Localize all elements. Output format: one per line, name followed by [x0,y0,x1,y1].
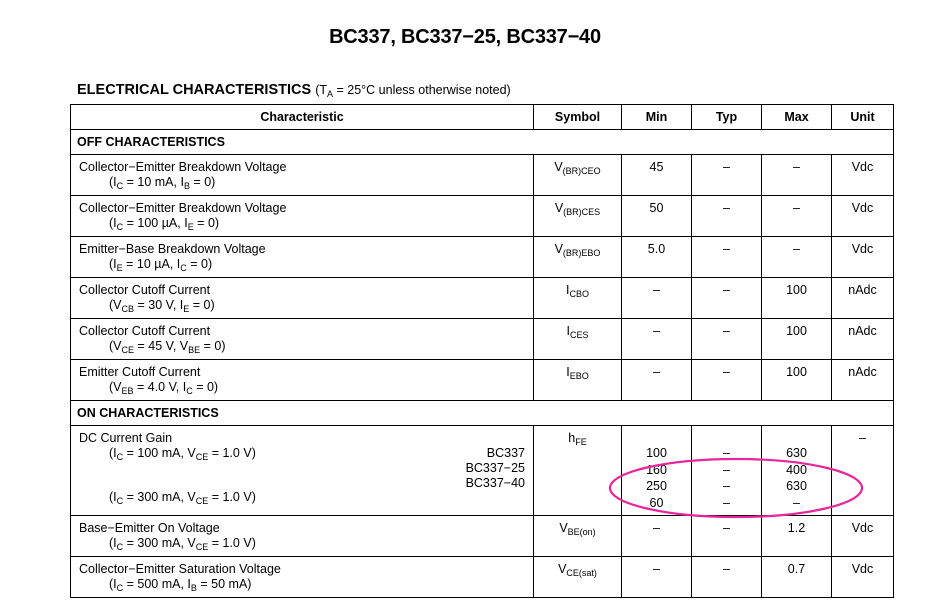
test-condition: ($I_C = 300$ mA, $V_{CE} = 1.0$ V) [109,536,256,552]
table-header-row [71,105,894,130]
dc-gain-max-value: 630 [786,479,807,493]
device-bc337-25: BC337−25 [465,461,525,475]
dc-gain-max-value: 630 [786,446,807,460]
table-row [71,155,894,196]
header-symbol: Symbol [534,105,622,130]
max-cell: 0.7 [762,557,832,598]
header-unit: Unit [832,105,894,130]
dc-gain-condition-1: ($I_C = 100$ mA, $V_{CE} = 1.0$ V) [109,446,256,462]
characteristic-name: Emitter−Base Breakdown Voltage [79,242,266,256]
header-typ: Typ [692,105,762,130]
symbol-cell: $V_{(BR)CES}$ [534,196,622,237]
typ-cell: – [692,557,762,598]
test-condition: ($V_{EB} = 4.0$ V, $I_C = 0$) [109,380,219,396]
min-cell: 45 [622,155,692,196]
device-list [466,446,525,491]
dc-gain-unit: – [832,426,894,516]
characteristic-name: Collector Cutoff Current [79,283,211,297]
unit-cell: Vdc [832,155,894,196]
dc-current-gain-row [71,426,894,516]
dc-gain-typ-value: – [723,495,730,510]
symbol-cell: $V_{CE(sat)}$ [534,557,622,598]
header-max: Max [762,105,832,130]
symbol-cell: $V_{BE(on)}$ [534,516,622,557]
device-bc337-40: BC337−40 [465,476,525,490]
characteristic-cell [71,360,534,401]
table-row [71,278,894,319]
characteristic-cell [71,516,534,557]
max-cell: 100 [762,278,832,319]
section-row-off [71,130,894,155]
unit-cell: Vdc [832,237,894,278]
max-cell: 100 [762,319,832,360]
section-heading-conditions: ($T_A = 25^\circ C$ unless otherwise noted) [315,83,511,99]
table-row [71,360,894,401]
characteristic-cell [71,557,534,598]
header-characteristic: Characteristic [71,105,534,130]
min-cell: 50 [622,196,692,237]
table-row [71,237,894,278]
symbol-cell: $I_{CES}$ [534,319,622,360]
dc-gain-max-value: – [793,495,800,510]
test-condition: ($I_C = 500$ mA, $I_B = 50$ mA) [109,577,252,593]
min-cell: – [622,516,692,557]
typ-cell: – [692,516,762,557]
symbol-cell: $V_{(BR)EBO}$ [534,237,622,278]
typ-cell: – [692,196,762,237]
header-min: Min [622,105,692,130]
characteristic-name: Collector−Emitter Breakdown Voltage [79,160,287,174]
test-condition: ($I_C = 100$ µA, $I_E = 0$) [109,216,220,232]
typ-cell: – [692,360,762,401]
unit-cell: Vdc [832,516,894,557]
characteristic-cell [71,155,534,196]
max-cell: – [762,155,832,196]
characteristic-cell [71,237,534,278]
characteristic-cell [71,278,534,319]
dc-gain-min-value: 60 [649,495,664,510]
table-row [71,516,894,557]
section-heading [77,82,511,98]
min-cell: – [622,557,692,598]
characteristic-name: Collector−Emitter Breakdown Voltage [79,201,287,215]
table-row [71,557,894,598]
min-cell: 5.0 [622,237,692,278]
electrical-characteristics-table [70,104,894,598]
dc-gain-min [622,426,692,516]
dc-gain-min-value: 100 [646,446,667,460]
dc-gain-max [762,426,832,516]
characteristic-cell [71,196,534,237]
dc-gain-name: DC Current Gain [79,431,173,445]
symbol-cell: $I_{CBO}$ [534,278,622,319]
dc-gain-min-value: 250 [646,479,667,493]
unit-cell: Vdc [832,557,894,598]
max-cell: 100 [762,360,832,401]
off-characteristics-label: OFF CHARACTERISTICS [71,130,894,155]
unit-cell: Vdc [832,196,894,237]
on-characteristics-label: ON CHARACTERISTICS [71,401,894,426]
min-cell: – [622,319,692,360]
dc-gain-symbol: $h_{FE}$ [534,426,622,516]
dc-gain-typ-value: – [723,479,730,493]
max-cell: 1.2 [762,516,832,557]
characteristic-name: Collector−Emitter Saturation Voltage [79,562,281,576]
section-row-on [71,401,894,426]
unit-cell: nAdc [832,319,894,360]
typ-cell: – [692,155,762,196]
max-cell: – [762,196,832,237]
device-bc337: BC337 [486,446,525,460]
dc-gain-max-value: 400 [786,462,807,477]
symbol-cell: $V_{(BR)CEO}$ [534,155,622,196]
unit-cell: nAdc [832,278,894,319]
characteristic-cell [71,319,534,360]
dc-gain-typ-value: – [723,446,730,460]
symbol-cell: $I_{EBO}$ [534,360,622,401]
test-condition: ($I_E = 10$ µA, $I_C = 0$) [109,257,213,273]
dc-gain-min-value: 160 [646,462,667,477]
section-heading-main: ELECTRICAL CHARACTERISTICS [77,82,312,98]
document-title: BC337, BC337−25, BC337−40 [329,26,601,48]
dc-gain-typ [692,426,762,516]
test-condition: ($V_{CB} = 30$ V, $I_E = 0$) [109,298,215,314]
test-condition: ($V_{CE} = 45$ V, $V_{BE} = 0$) [109,339,226,355]
characteristic-name: Collector Cutoff Current [79,324,211,338]
dc-gain-condition-2: ($I_C = 300$ mA, $V_{CE} = 1.0$ V) [109,490,256,506]
characteristic-name: Emitter Cutoff Current [79,365,201,379]
dc-gain-typ-value: – [723,462,730,477]
typ-cell: – [692,237,762,278]
dc-gain-characteristic [71,426,534,516]
min-cell: – [622,360,692,401]
typ-cell: – [692,319,762,360]
typ-cell: – [692,278,762,319]
characteristic-name: Base−Emitter On Voltage [79,521,220,535]
max-cell: – [762,237,832,278]
unit-cell: nAdc [832,360,894,401]
table-row [71,319,894,360]
min-cell: – [622,278,692,319]
table-row [71,196,894,237]
test-condition: ($I_C = 10$ mA, $I_B = 0$) [109,175,216,191]
